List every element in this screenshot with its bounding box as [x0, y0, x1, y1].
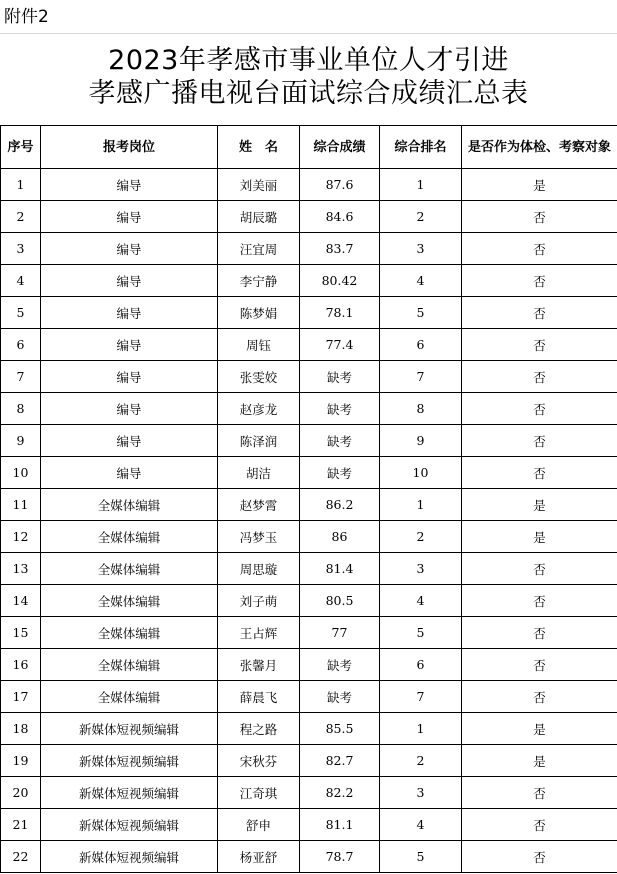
table-row	[1, 489, 617, 521]
cell-total-score: 缺考	[300, 361, 380, 393]
cell-total-score: 78.7	[300, 841, 380, 873]
table-row	[1, 457, 617, 489]
cell-total-score: 缺考	[300, 393, 380, 425]
cell-selected: 否	[462, 585, 617, 617]
cell-position: 全媒体编辑	[41, 649, 218, 681]
cell-total-score: 86.2	[300, 489, 380, 521]
cell-selected: 否	[462, 393, 617, 425]
cell-rank: 7	[380, 361, 462, 393]
cell-selected: 否	[462, 297, 617, 329]
cell-position: 新媒体短视频编辑	[41, 841, 218, 873]
cell-rank: 1	[380, 713, 462, 745]
cell-selected: 是	[462, 521, 617, 553]
cell-name: 杨亚舒	[218, 841, 300, 873]
cell-position: 全媒体编辑	[41, 489, 218, 521]
cell-position: 编导	[41, 329, 218, 361]
cell-position: 编导	[41, 361, 218, 393]
spreadsheet-header-row	[0, 0, 617, 34]
cell-rank: 5	[380, 841, 462, 873]
table-row	[1, 169, 617, 201]
cell-rank: 6	[380, 329, 462, 361]
cell-serial-number: 16	[1, 649, 41, 681]
table-row	[1, 329, 617, 361]
cell-selected: 否	[462, 201, 617, 233]
cell-serial-number: 14	[1, 585, 41, 617]
table-header-row	[1, 126, 617, 169]
cell-selected: 否	[462, 233, 617, 265]
cell-rank: 2	[380, 745, 462, 777]
cell-position: 全媒体编辑	[41, 553, 218, 585]
cell-selected: 否	[462, 809, 617, 841]
cell-rank: 5	[380, 617, 462, 649]
cell-serial-number: 10	[1, 457, 41, 489]
annex-label: 附件2	[4, 7, 49, 27]
cell-rank: 9	[380, 425, 462, 457]
cell-name: 薛晨飞	[218, 681, 300, 713]
table-row	[1, 681, 617, 713]
table-row	[1, 425, 617, 457]
header-name: 姓 名	[218, 126, 300, 169]
cell-name: 王占辉	[218, 617, 300, 649]
cell-name: 张馨月	[218, 649, 300, 681]
table-row	[1, 201, 617, 233]
cell-name: 刘子萌	[218, 585, 300, 617]
header-rank: 综合排名	[380, 126, 462, 169]
cell-rank: 1	[380, 489, 462, 521]
results-table	[0, 125, 617, 873]
cell-position: 编导	[41, 457, 218, 489]
cell-total-score: 80.42	[300, 265, 380, 297]
cell-selected: 是	[462, 745, 617, 777]
cell-total-score: 缺考	[300, 457, 380, 489]
title-line-2: 孝感广播电视台面试综合成绩汇总表	[88, 78, 529, 109]
cell-selected: 否	[462, 553, 617, 585]
cell-name: 张雯姣	[218, 361, 300, 393]
cell-total-score: 77.4	[300, 329, 380, 361]
cell-position: 新媒体短视频编辑	[41, 713, 218, 745]
cell-selected: 否	[462, 841, 617, 873]
header-position: 报考岗位	[41, 126, 218, 169]
cell-name: 舒申	[218, 809, 300, 841]
title-line-1: 2023年孝感市事业单位人才引进	[108, 45, 509, 76]
cell-position: 编导	[41, 425, 218, 457]
cell-rank: 3	[380, 233, 462, 265]
cell-total-score: 84.6	[300, 201, 380, 233]
cell-name: 周钰	[218, 329, 300, 361]
table-row	[1, 297, 617, 329]
cell-position: 编导	[41, 393, 218, 425]
cell-selected: 是	[462, 489, 617, 521]
cell-position: 新媒体短视频编辑	[41, 745, 218, 777]
cell-total-score: 缺考	[300, 649, 380, 681]
cell-total-score: 85.5	[300, 713, 380, 745]
cell-selected: 是	[462, 713, 617, 745]
cell-selected: 否	[462, 777, 617, 809]
cell-name: 李宁静	[218, 265, 300, 297]
cell-rank: 6	[380, 649, 462, 681]
cell-total-score: 87.6	[300, 169, 380, 201]
cell-rank: 3	[380, 553, 462, 585]
cell-total-score: 86	[300, 521, 380, 553]
cell-rank: 2	[380, 201, 462, 233]
cell-selected: 是	[462, 169, 617, 201]
cell-selected: 否	[462, 329, 617, 361]
cell-selected: 否	[462, 649, 617, 681]
cell-serial-number: 9	[1, 425, 41, 457]
cell-name: 江奇琪	[218, 777, 300, 809]
table-row	[1, 745, 617, 777]
cell-selected: 否	[462, 617, 617, 649]
cell-position: 新媒体短视频编辑	[41, 777, 218, 809]
cell-rank: 2	[380, 521, 462, 553]
cell-position: 全媒体编辑	[41, 617, 218, 649]
cell-position: 编导	[41, 201, 218, 233]
cell-serial-number: 11	[1, 489, 41, 521]
table-row	[1, 809, 617, 841]
cell-selected: 否	[462, 265, 617, 297]
cell-total-score: 缺考	[300, 425, 380, 457]
table-row	[1, 617, 617, 649]
cell-serial-number: 13	[1, 553, 41, 585]
cell-name: 赵梦霄	[218, 489, 300, 521]
cell-serial-number: 4	[1, 265, 41, 297]
cell-name: 汪宜周	[218, 233, 300, 265]
cell-rank: 10	[380, 457, 462, 489]
cell-position: 编导	[41, 297, 218, 329]
cell-name: 胡辰璐	[218, 201, 300, 233]
table-row	[1, 265, 617, 297]
table-row	[1, 233, 617, 265]
table-row	[1, 713, 617, 745]
cell-position: 全媒体编辑	[41, 585, 218, 617]
cell-selected: 否	[462, 425, 617, 457]
cell-total-score: 77	[300, 617, 380, 649]
cell-name: 赵彦龙	[218, 393, 300, 425]
table-row	[1, 553, 617, 585]
table-row	[1, 777, 617, 809]
cell-total-score: 82.7	[300, 745, 380, 777]
cell-position: 编导	[41, 233, 218, 265]
cell-serial-number: 19	[1, 745, 41, 777]
cell-rank: 7	[380, 681, 462, 713]
cell-total-score: 81.1	[300, 809, 380, 841]
cell-name: 周思璇	[218, 553, 300, 585]
cell-selected: 否	[462, 457, 617, 489]
cell-rank: 8	[380, 393, 462, 425]
cell-total-score: 缺考	[300, 681, 380, 713]
cell-name: 宋秋芬	[218, 745, 300, 777]
cell-position: 全媒体编辑	[41, 521, 218, 553]
cell-rank: 1	[380, 169, 462, 201]
cell-selected: 否	[462, 361, 617, 393]
cell-serial-number: 3	[1, 233, 41, 265]
cell-serial-number: 20	[1, 777, 41, 809]
table-row	[1, 585, 617, 617]
cell-serial-number: 8	[1, 393, 41, 425]
cell-name: 陈泽润	[218, 425, 300, 457]
cell-position: 编导	[41, 169, 218, 201]
cell-total-score: 83.7	[300, 233, 380, 265]
cell-position: 全媒体编辑	[41, 681, 218, 713]
cell-serial-number: 21	[1, 809, 41, 841]
table-row	[1, 649, 617, 681]
cell-serial-number: 17	[1, 681, 41, 713]
cell-name: 陈梦娟	[218, 297, 300, 329]
table-row	[1, 393, 617, 425]
header-serial-number: 序号	[1, 126, 41, 169]
cell-position: 编导	[41, 265, 218, 297]
cell-selected: 否	[462, 681, 617, 713]
cell-name: 程之路	[218, 713, 300, 745]
table-row	[1, 841, 617, 873]
cell-name: 冯梦玉	[218, 521, 300, 553]
cell-serial-number: 15	[1, 617, 41, 649]
cell-rank: 4	[380, 265, 462, 297]
cell-rank: 3	[380, 777, 462, 809]
cell-total-score: 78.1	[300, 297, 380, 329]
cell-total-score: 81.4	[300, 553, 380, 585]
header-total-score: 综合成绩	[300, 126, 380, 169]
cell-rank: 5	[380, 297, 462, 329]
cell-name: 刘美丽	[218, 169, 300, 201]
header-selected-for-check: 是否作为体检、考察对象	[462, 126, 617, 169]
cell-serial-number: 1	[1, 169, 41, 201]
table-row	[1, 361, 617, 393]
cell-position: 新媒体短视频编辑	[41, 809, 218, 841]
cell-serial-number: 7	[1, 361, 41, 393]
cell-total-score: 82.2	[300, 777, 380, 809]
cell-serial-number: 18	[1, 713, 41, 745]
document-title	[0, 44, 617, 110]
cell-name: 胡洁	[218, 457, 300, 489]
cell-rank: 4	[380, 585, 462, 617]
table-row	[1, 521, 617, 553]
cell-serial-number: 22	[1, 841, 41, 873]
cell-serial-number: 2	[1, 201, 41, 233]
cell-serial-number: 6	[1, 329, 41, 361]
cell-serial-number: 5	[1, 297, 41, 329]
cell-serial-number: 12	[1, 521, 41, 553]
cell-total-score: 80.5	[300, 585, 380, 617]
cell-rank: 4	[380, 809, 462, 841]
